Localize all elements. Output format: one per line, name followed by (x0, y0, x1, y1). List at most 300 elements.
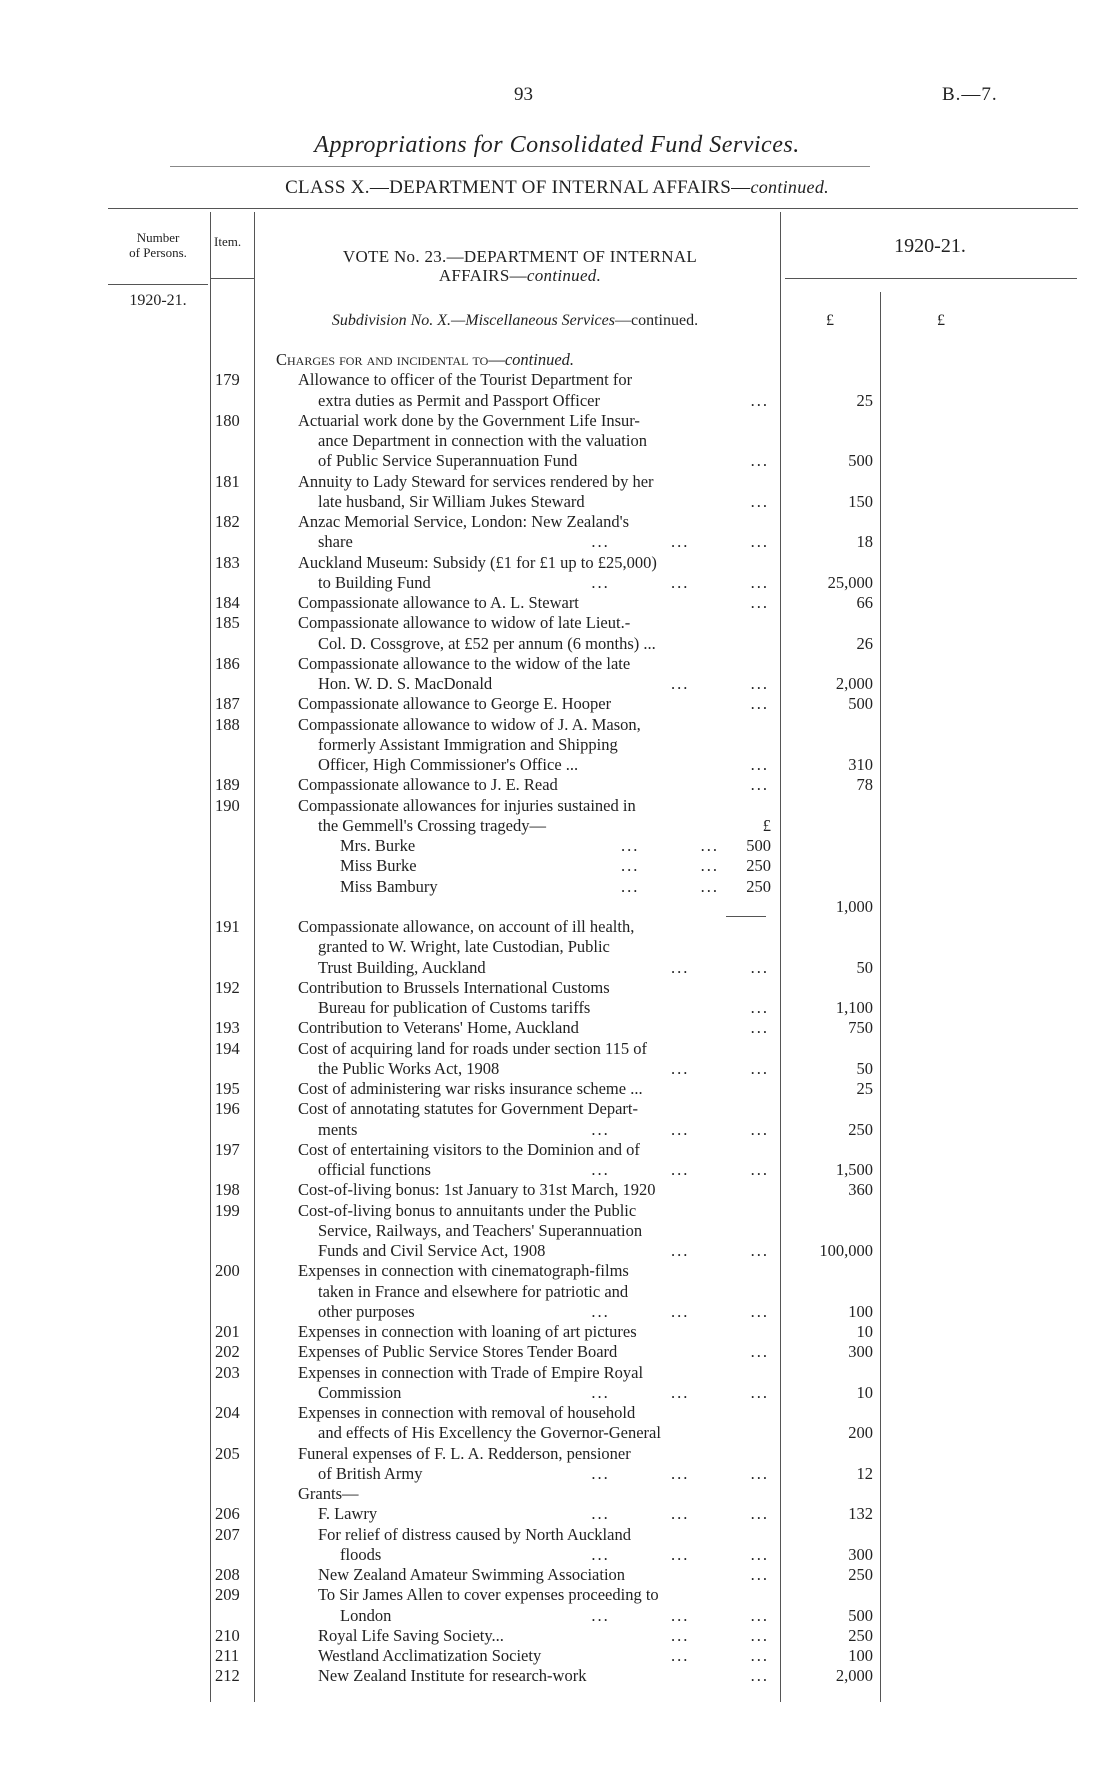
table-row (0, 755, 1114, 775)
item-text: Actuarial work done by the Government Life Insur- (298, 410, 640, 430)
table-row (0, 1241, 1114, 1261)
item-description (318, 573, 431, 593)
item-description (318, 1626, 504, 1646)
leader-dots: ... (750, 755, 769, 774)
item-text: Mrs. Burke (340, 836, 416, 855)
subtotal-rule (726, 916, 766, 917)
class-title-main: CLASS X.—DEPARTMENT OF INTERNAL AFFAIRS— (285, 177, 751, 198)
item-amount: 250 (848, 1565, 873, 1584)
item-text: of British Army (318, 1463, 423, 1483)
item-amount: 500 (848, 1605, 873, 1625)
leader-dots: ... (750, 1342, 769, 1362)
table-row (0, 735, 1114, 755)
leader-dots: ... ... (671, 1058, 769, 1078)
item-description (298, 1363, 643, 1383)
item-description (318, 1666, 586, 1686)
item-description (298, 1039, 647, 1059)
item-text: and effects of His Excellency the Governor-General (318, 1423, 661, 1443)
item-amount: 1,100 (835, 998, 873, 1017)
item-number: 192 (215, 977, 240, 997)
item-amount: 1,000 (835, 896, 873, 916)
leader-dots: ... ... (671, 1646, 769, 1665)
item-description (318, 1423, 661, 1443)
leader-dots: ... ... ... (591, 1160, 769, 1179)
item-text: Compassionate allowances for injuries sustained in (298, 795, 636, 815)
leader-dots: ... ... ... (591, 1119, 769, 1139)
item-text: Compassionate allowance to the widow of the late (298, 653, 631, 673)
persons-header-rule (108, 284, 208, 285)
table-row (0, 775, 1114, 795)
item-description (318, 1383, 401, 1403)
item-description (298, 1403, 635, 1423)
table-row (0, 694, 1114, 714)
item-amount: 200 (848, 1423, 873, 1443)
table-row (0, 1120, 1114, 1140)
table-row (0, 1666, 1114, 1686)
item-text: London (340, 1605, 392, 1625)
item-header: Item. (214, 234, 242, 249)
leader-dots: ... ... (671, 1241, 769, 1260)
item-text: Annuity to Lady Steward for services rendered by her (298, 471, 654, 491)
item-text: To Sir James Allen to cover expenses proceeding to (318, 1585, 659, 1605)
item-amount: 12 (856, 1463, 873, 1483)
table-row (0, 512, 1114, 532)
item-text: Contribution to Brussels International Customs (298, 977, 610, 997)
table-row (0, 1585, 1114, 1605)
item-description (298, 796, 636, 816)
leader-dots: ... (750, 390, 769, 410)
subdivision-continued: —continued. (614, 312, 699, 329)
table-row (0, 917, 1114, 937)
item-text: Funeral expenses of F. L. A. Redderson, pensioner (298, 1443, 631, 1463)
table-row (0, 1626, 1114, 1646)
item-number: 209 (215, 1585, 240, 1605)
item-description (298, 694, 611, 714)
item-number: 191 (215, 917, 240, 936)
table-row (0, 1039, 1114, 1059)
item-amount: 50 (856, 957, 873, 977)
item-text: For relief of distress caused by North Auckland (318, 1524, 631, 1544)
table-row (0, 391, 1114, 411)
leader-dots: ... ... ... (591, 1544, 769, 1564)
item-description (298, 553, 657, 573)
table-row (0, 1221, 1114, 1241)
title-rule (170, 166, 870, 167)
vote-header-continued: continued. (526, 266, 602, 285)
persons-header-line-2: of Persons. (129, 245, 187, 260)
item-text: Expenses in connection with loaning of art pictures (298, 1322, 637, 1341)
item-text: to Building Fund (318, 572, 431, 592)
item-number: 193 (215, 1018, 240, 1038)
item-text: share (318, 532, 353, 552)
item-amount: 2,000 (835, 674, 873, 693)
item-description (318, 1221, 642, 1241)
item-description (318, 958, 486, 978)
table-row (0, 553, 1114, 573)
table-row (0, 796, 1114, 816)
item-description (298, 1484, 359, 1504)
item-text: floods (340, 1544, 382, 1564)
item-text: the Public Works Act, 1908 (318, 1058, 500, 1078)
table-row (0, 715, 1114, 735)
item-text: Cost of administering war risks insurance scheme ... (298, 1079, 643, 1098)
item-description (298, 472, 654, 492)
table-row (0, 573, 1114, 593)
item-amount: 78 (856, 775, 873, 795)
item-text: New Zealand Amateur Swimming Association (318, 1565, 626, 1584)
item-description (298, 775, 558, 795)
item-description (318, 1565, 625, 1585)
table-row (0, 634, 1114, 654)
item-description (298, 654, 630, 674)
item-amount: 300 (848, 1342, 873, 1362)
item-description (318, 755, 578, 775)
item-text: Cost of annotating statutes for Government Depart- (298, 1099, 638, 1119)
item-description (340, 836, 415, 856)
item-text: Compassionate allowance to widow of J. A. Mason, (298, 714, 641, 734)
table-row (0, 1545, 1114, 1565)
table-row (0, 674, 1114, 694)
item-number: 185 (215, 613, 240, 633)
table-row (0, 1180, 1114, 1200)
table-row (0, 1444, 1114, 1464)
item-description (298, 978, 610, 998)
leader-dots: ... ... (671, 957, 769, 977)
item-text: Cost of acquiring land for roads under section 115 of (298, 1038, 648, 1058)
item-number: 206 (215, 1504, 240, 1524)
vote-header (255, 247, 785, 285)
item-description (318, 1302, 415, 1322)
table-row (0, 1403, 1114, 1423)
table-row (0, 370, 1114, 390)
item-amount: 66 (856, 593, 873, 612)
leader-dots: ... (750, 775, 769, 795)
item-text: Contribution to Veterans' Home, Auckland (298, 1018, 579, 1038)
item-amount: 250 (848, 1625, 873, 1645)
item-text: Compassionate allowance, on account of ill health, (298, 917, 635, 936)
item-text: the Gemmell's Crossing tragedy— (318, 815, 546, 835)
item-text: Commission (318, 1382, 402, 1402)
item-text: Compassionate allowance to J. E. Read (298, 775, 558, 795)
item-description (298, 613, 630, 633)
item-text: Charges for and incidental to— (276, 350, 505, 369)
leader-dots: ... ... (621, 836, 719, 855)
item-number: 203 (215, 1362, 240, 1382)
item-description (340, 1606, 391, 1626)
table-row (0, 1059, 1114, 1079)
page-code: B.—7. (942, 84, 998, 105)
item-description (318, 634, 656, 654)
item-amount: 132 (848, 1504, 873, 1524)
item-description (298, 715, 641, 735)
item-number: 194 (215, 1038, 240, 1058)
leader-dots: ... (750, 593, 769, 612)
persons-header-line-1: Number (136, 230, 180, 245)
leader-dots: ... ... ... (591, 1504, 769, 1524)
table-row (0, 1261, 1114, 1281)
item-text: Anzac Memorial Service, London: New Zealand's (298, 512, 630, 531)
table-row (0, 350, 1114, 370)
item-text: other purposes (318, 1301, 415, 1321)
item-amount: 300 (848, 1544, 873, 1564)
table-row (0, 937, 1114, 957)
year-header-rule (785, 278, 1077, 279)
leader-dots: ... ... (671, 1625, 769, 1645)
item-number: 202 (215, 1342, 240, 1362)
item-number: 179 (215, 370, 240, 390)
item-description (318, 1160, 431, 1180)
item-text: F. Lawry (318, 1504, 378, 1524)
leader-dots: ... ... ... (591, 1382, 769, 1402)
item-amount: 250 (848, 1119, 873, 1139)
item-amount: 500 (848, 694, 873, 714)
item-text: Funds and Civil Service Act, 1908 (318, 1241, 546, 1260)
sub-amount: 250 (746, 876, 771, 896)
item-description (318, 1282, 628, 1302)
item-text: ments (318, 1119, 358, 1139)
item-amount: 50 (856, 1058, 873, 1078)
item-description (298, 1322, 637, 1342)
item-text: Expenses in connection with removal of household (298, 1403, 636, 1422)
item-header-rule (210, 278, 254, 279)
item-text: extra duties as Permit and Passport Officer (318, 390, 600, 410)
item-description (298, 1180, 655, 1200)
item-number: 198 (215, 1180, 240, 1200)
leader-dots: ... ... ... (591, 1463, 769, 1483)
item-text: Cost of entertaining visitors to the Dominion and of (298, 1139, 640, 1159)
leader-dots: ... (750, 491, 769, 511)
item-description (340, 877, 438, 897)
leader-dots: ... ... (621, 876, 719, 896)
item-description (318, 937, 610, 957)
table-row (0, 472, 1114, 492)
item-number: 212 (215, 1666, 240, 1686)
table-row (0, 451, 1114, 471)
leader-dots: ... ... ... (591, 572, 769, 592)
item-text: Bureau for publication of Customs tariffs (318, 998, 591, 1017)
page-title: Appropriations for Consolidated Fund Services. (314, 132, 800, 158)
item-text: Col. D. Cossgrove, at £52 per annum (6 months) ... (318, 633, 656, 653)
item-text: Cost-of-living bonus to annuitants under the Public (298, 1200, 637, 1220)
item-number: 199 (215, 1200, 240, 1220)
item-text: granted to W. Wright, late Custodian, Public (318, 937, 610, 957)
table-row (0, 816, 1114, 836)
leader-dots: ... (750, 694, 769, 714)
item-description (318, 1585, 659, 1605)
table-row (0, 1363, 1114, 1383)
item-description (318, 1504, 377, 1524)
table-row (0, 1160, 1114, 1180)
item-amount: 25 (856, 390, 873, 410)
pound-sign-right: £ (937, 312, 945, 329)
table-row (0, 1140, 1114, 1160)
table-row (0, 998, 1114, 1018)
item-description (318, 1464, 423, 1484)
table-row (0, 1383, 1114, 1403)
item-number: 184 (215, 593, 240, 612)
item-description (318, 1120, 357, 1140)
item-amount: 100 (848, 1646, 873, 1665)
item-text: Compassionate allowance to George E. Hooper (298, 694, 612, 714)
item-number: 211 (215, 1646, 240, 1665)
table-row (0, 492, 1114, 512)
table-row (0, 593, 1114, 613)
item-number: 204 (215, 1403, 240, 1422)
year-header-right: 1920-21. (894, 235, 966, 257)
item-text: Hon. W. D. S. MacDonald (318, 674, 493, 693)
vote-header-line-1: VOTE No. 23.—DEPARTMENT OF INTERNAL (342, 247, 698, 266)
item-text: of Public Service Superannuation Fund (318, 451, 578, 471)
table-row (0, 836, 1114, 856)
sub-amount: £ (762, 815, 771, 835)
table-row (0, 877, 1114, 897)
item-description (298, 1079, 643, 1099)
item-description (318, 1059, 499, 1079)
sub-amount: 250 (746, 856, 771, 876)
item-text: Miss Burke (340, 856, 417, 876)
item-amount: 26 (856, 633, 873, 653)
item-description (318, 816, 546, 836)
class-title (0, 177, 1114, 199)
item-amount: 150 (848, 491, 873, 511)
item-description (318, 532, 353, 552)
item-number: 201 (215, 1322, 240, 1341)
item-amount: 25 (856, 1079, 873, 1098)
table-row (0, 411, 1114, 431)
item-text: Expenses in connection with cinematograph-films (298, 1261, 629, 1281)
item-text: Compassionate allowance to A. L. Stewart (298, 593, 579, 612)
item-text: Westland Acclimatization Society (318, 1646, 542, 1665)
item-number: 210 (215, 1625, 240, 1645)
item-text: Allowance to officer of the Tourist Department for (298, 370, 633, 390)
item-text: Grants— (298, 1484, 359, 1503)
table-row (0, 1322, 1114, 1342)
item-number: 200 (215, 1261, 240, 1281)
table-row (0, 532, 1114, 552)
item-number: 181 (215, 471, 240, 491)
table-row (0, 1423, 1114, 1443)
item-description (298, 917, 634, 937)
item-description (298, 1444, 631, 1464)
item-description (318, 735, 618, 755)
table-row (0, 897, 1114, 917)
item-amount: 360 (848, 1180, 873, 1200)
item-amount: 750 (848, 1018, 873, 1038)
item-text: Cost-of-living bonus: 1st January to 31st March, 1920 (298, 1180, 656, 1200)
number-of-persons-header (108, 230, 208, 260)
item-text: Expenses in connection with Trade of Empire Royal (298, 1362, 644, 1382)
item-description (298, 593, 579, 613)
item-amount: 1,500 (835, 1160, 873, 1179)
class-title-continued: continued. (750, 177, 829, 197)
item-number: 197 (215, 1139, 240, 1159)
item-description (340, 856, 417, 876)
item-description (298, 1261, 629, 1281)
item-text: official functions (318, 1160, 431, 1179)
leader-dots: ... (750, 1018, 769, 1038)
item-description (298, 1342, 617, 1362)
sub-amount: 500 (746, 836, 771, 855)
table-row (0, 1606, 1114, 1626)
item-text: Auckland Museum: Subsidy (£1 for £1 up to £25,000) (298, 552, 657, 572)
item-number: 186 (215, 653, 240, 673)
table-row (0, 958, 1114, 978)
item-text: taken in France and elsewhere for patriotic and (318, 1281, 629, 1301)
item-text: formerly Assistant Immigration and Shipping (318, 734, 618, 754)
item-description (318, 391, 600, 411)
item-description (298, 370, 632, 390)
item-amount: 18 (856, 532, 873, 552)
item-amount: 100 (848, 1301, 873, 1321)
subdivision-title: Subdivision No. X.—Miscellaneous Services (331, 312, 615, 329)
table-row (0, 1099, 1114, 1119)
table-row (0, 1342, 1114, 1362)
item-number: 205 (215, 1443, 240, 1463)
page-number: 93 (514, 84, 533, 105)
table-row (0, 1504, 1114, 1524)
table-row (0, 431, 1114, 451)
table-row (0, 1646, 1114, 1666)
item-number: 188 (215, 714, 240, 734)
item-description (298, 512, 629, 532)
item-number: 182 (215, 512, 240, 531)
item-amount: 310 (848, 755, 873, 774)
item-number: 187 (215, 694, 240, 714)
item-number: 208 (215, 1565, 240, 1584)
leader-dots: ... ... ... (591, 532, 769, 552)
leader-dots: ... (750, 1666, 769, 1686)
item-description (276, 350, 574, 370)
item-number: 190 (215, 795, 240, 815)
table-row (0, 1525, 1114, 1545)
item-number: 196 (215, 1099, 240, 1119)
item-amount: 2,000 (835, 1666, 873, 1686)
item-amount: 100,000 (819, 1241, 873, 1260)
subdivision-heading (255, 312, 775, 330)
table-row (0, 1018, 1114, 1038)
leader-dots: ... ... ... (591, 1605, 769, 1625)
item-text: Expenses of Public Service Stores Tender Board (298, 1342, 618, 1362)
item-text: ance Department in connection with the valuation (318, 431, 647, 450)
item-text: Service, Railways, and Teachers' Superannuation (318, 1220, 643, 1240)
item-amount: 500 (848, 451, 873, 471)
table-row (0, 613, 1114, 633)
item-number: 207 (215, 1524, 240, 1544)
item-description (318, 492, 585, 512)
table-row (0, 1282, 1114, 1302)
table-row (0, 1464, 1114, 1484)
item-description (318, 1241, 545, 1261)
table-row (0, 654, 1114, 674)
year-header-left: 1920-21. (129, 292, 187, 309)
leader-dots: ... (750, 998, 769, 1017)
table-row (0, 1302, 1114, 1322)
leader-dots: ... (750, 1565, 769, 1584)
item-amount: 10 (856, 1382, 873, 1402)
item-text: Miss Bambury (340, 876, 438, 896)
table-row (0, 1484, 1114, 1504)
leader-dots: ... ... (621, 856, 719, 876)
item-description (298, 1099, 638, 1119)
item-text: New Zealand Institute for research-work (318, 1666, 587, 1686)
item-description (318, 451, 577, 471)
item-number: 183 (215, 552, 240, 572)
pound-sign-left: £ (826, 312, 834, 329)
item-description (298, 411, 640, 431)
item-description (298, 1201, 636, 1221)
item-description (318, 998, 590, 1018)
table-row (0, 978, 1114, 998)
